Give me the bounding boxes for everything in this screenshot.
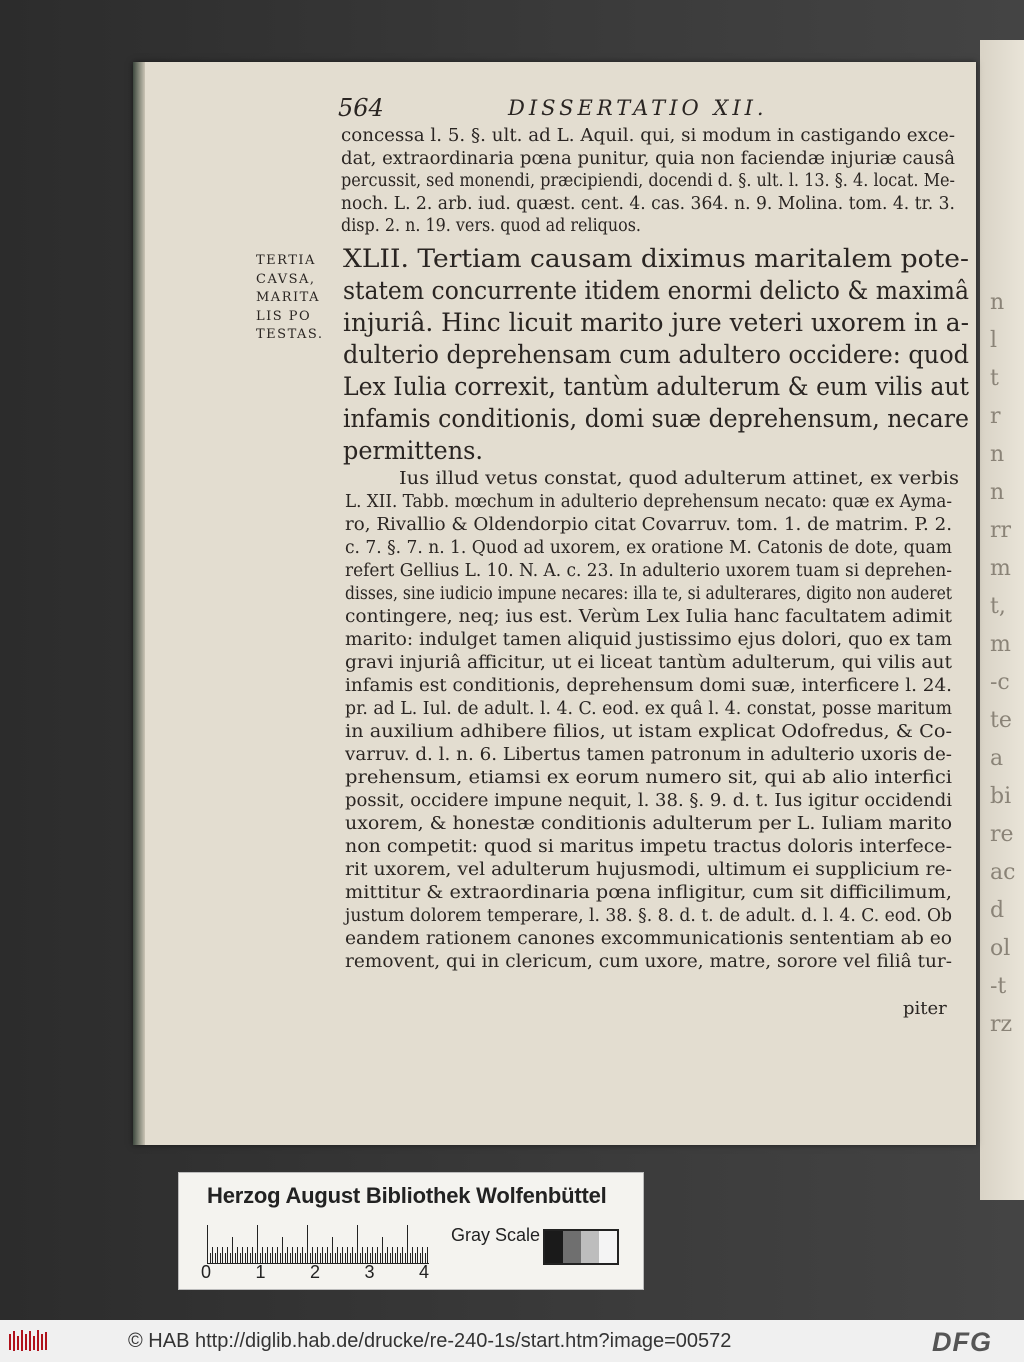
scale-ruler [207,1223,429,1264]
footer-bar [0,1320,1024,1362]
ruler-tick [225,1253,226,1263]
commentary-line: mittitur & extraordinaria pœna infligitur, cum sit difficilimum, [345,882,953,903]
adjacent-page-glyph: rz [990,1012,1013,1037]
ruler-tick [230,1253,231,1263]
adjacent-page-glyph: te [990,708,1012,733]
adjacent-page-glyph: ol [990,936,1011,961]
ruler-tick [330,1253,331,1263]
ruler-tick [312,1247,313,1263]
commentary-line: removent, qui in clericum, cum uxore, matre, sorore vel filiâ tur- [345,951,952,972]
ruler-tick [237,1247,238,1263]
commentary-line: uxorem, & honestæ conditionis adulterum per L. Iuliam marito [345,813,952,834]
adjacent-page-glyph: m [990,556,1011,581]
commentary-line: eandem rationem canones excommunicationis sententiam ab eo [345,928,952,949]
library-name: Herzog August Bibliothek Wolfenbüttel [207,1183,607,1208]
ruler-number: 1 [255,1262,266,1282]
ruler-tick [327,1247,328,1263]
ruler-tick [297,1247,298,1263]
ruler-tick [275,1253,276,1263]
adjacent-page-glyph: t [990,366,999,391]
ruler-tick [387,1247,388,1263]
ruler-tick [240,1253,241,1263]
opening-line: concessa l. 5. §. ult. ad L. Aquil. qui, si modum in castigando exce- [341,126,955,146]
adjacent-page-strip [980,40,1024,1200]
gray-swatch [545,1231,563,1263]
commentary-line: contingere, neq; ius est. Verùm Lex Iulia hanc facultatem adimit [345,606,952,627]
adjacent-page-glyph: m [990,632,1011,657]
ruler-tick [305,1253,306,1263]
ruler-tick [322,1247,323,1263]
ruler-tick [232,1237,233,1263]
ruler-tick [405,1253,406,1263]
ruler-number: 0 [201,1262,212,1282]
ruler-tick [252,1247,253,1263]
adjacent-page-glyph: r [990,404,1001,429]
adjacent-page-glyph: t, [990,594,1006,619]
ruler-tick [417,1247,418,1263]
ruler-tick [397,1247,398,1263]
ruler-tick [207,1225,208,1263]
ruler-tick [407,1225,408,1263]
ruler-tick [287,1247,288,1263]
ruler-tick [325,1253,326,1263]
commentary-line: infamis est conditionis, deprehensum domi suæ, interficere l. 24. [345,675,952,696]
ruler-tick [385,1253,386,1263]
page-binding-edge [133,62,145,1145]
ruler-tick [375,1253,376,1263]
ruler-tick [300,1253,301,1263]
ruler-tick [220,1253,221,1263]
commentary-line: rit uxorem, vel adulterum hujusmodi, ultimum ei supplicium re- [345,859,952,880]
adjacent-page-glyph: n [990,290,1005,315]
ruler-tick [367,1247,368,1263]
ruler-tick [247,1247,248,1263]
adjacent-page-glyph: n [990,480,1005,505]
ruler-tick [272,1247,273,1263]
ruler-tick [345,1253,346,1263]
opening-line: dat, extraordinaria pœna punitur, quia non faciendæ injuriæ causâ [341,148,955,169]
ruler-tick [390,1253,391,1263]
section-line: permittens. [343,436,483,465]
adjacent-page-glyph: -t [990,974,1007,999]
ruler-tick [270,1253,271,1263]
ruler-tick [362,1247,363,1263]
ruler-tick [415,1253,416,1263]
adjacent-page-glyph: a [990,746,1004,771]
adjacent-page-glyph: l [990,328,998,353]
ruler-tick [295,1253,296,1263]
commentary-line: non competit: quod si maritus impetu tractus doloris interfece- [345,836,952,857]
ruler-tick [412,1247,413,1263]
ruler-tick [392,1247,393,1263]
adjacent-page-glyph: d [990,898,1005,923]
ruler-tick [215,1253,216,1263]
ruler-tick [422,1247,423,1263]
adjacent-page-glyph: ac [990,860,1016,885]
ruler-tick [332,1237,333,1263]
commentary-line: in auxilium adhibere filios, ut istam explicat Odofredus, & Co- [345,721,952,742]
commentary-line: ro, Rivallio & Oldendorpio citat Covarruv. tom. 1. de matrim. P. 2. [345,514,952,535]
ruler-tick [317,1247,318,1263]
commentary-line: justum dolorem temperare, l. 38. §. 8. d. t. de adult. d. l. 4. C. eod. Ob [345,905,952,926]
ruler-tick [347,1247,348,1263]
commentary-line: pr. ad L. Iul. de adult. l. 4. C. eod. ex quâ l. 4. constat, posse maritum [345,698,952,719]
section-line: injuriâ. Hinc licuit marito jure veteri uxorem in a- [343,308,969,337]
ruler-tick [402,1247,403,1263]
ruler-tick [235,1253,236,1263]
section-line: statem concurrente itidem enormi delicto & maximâ [343,276,969,305]
commentary-line: possit, occidere impune nequit, l. 38. §. 9. d. t. Ius igitur occidendi [345,790,952,811]
ruler-tick [302,1247,303,1263]
commentary-line: L. XII. Tabb. mœchum in adulterio deprehensum necato: quæ ex Ayma- [345,491,952,512]
adjacent-page-glyph: n [990,442,1005,467]
section-line: Lex Iulia correxit, tantùm adulterum & eum vilis aut [343,372,969,401]
ruler-tick [292,1247,293,1263]
running-head: DISSERTATIO XII. [508,96,768,120]
ruler-tick [372,1247,373,1263]
commentary-line: varruv. d. l. n. 6. Libertus tamen patronum in adulterio uxoris de- [345,744,952,765]
ruler-tick [250,1253,251,1263]
gray-scale-label: Gray Scale [451,1225,541,1245]
margin-note-line: TERTIA [256,253,316,268]
ruler-tick [217,1247,218,1263]
ruler-tick [257,1225,258,1263]
section-line: XLII. Tertiam causam diximus maritalem pote- [343,244,969,273]
margin-note-line: CAVSA, [256,271,316,287]
opening-line: noch. L. 2. arb. iud. quæst. cent. 4. cas. 364. n. 9. Molina. tom. 4. tr. 3. [341,193,955,214]
ruler-tick [380,1253,381,1263]
commentary-line: prehensum, etiamsi ex eorum numero sit, qui ab alio interfici [345,767,952,788]
ruler-tick [395,1253,396,1263]
ruler-tick [307,1225,308,1263]
ruler-tick [427,1247,428,1263]
ruler-tick [360,1253,361,1263]
ruler-tick [277,1247,278,1263]
ruler-tick [410,1253,411,1263]
ruler-tick [357,1225,358,1263]
ruler-tick [222,1247,223,1263]
margin-note-line: TESTAS. [256,327,324,342]
catchword: piter [903,998,947,1019]
ruler-tick [350,1253,351,1263]
gray-swatch [581,1231,599,1263]
copyright-url[interactable]: © HAB http://diglib.hab.de/drucke/re-240-1s/start.htm?image=00572 [128,1330,732,1352]
commentary-line: gravi injuriâ afficitur, ut ei liceat tantùm adulterum, qui vilis aut [345,652,952,673]
page-number: 564 [338,94,384,122]
margin-note-line: LIS PO [256,308,312,324]
ruler-tick [245,1253,246,1263]
ruler-tick [282,1237,283,1263]
ruler-number: 2 [310,1262,321,1282]
adjacent-page-glyph: rr [990,518,1012,543]
opening-line: disp. 2. n. 19. vers. quod ad reliquos. [341,216,641,236]
ruler-tick [290,1253,291,1263]
ruler-number: 4 [419,1262,430,1282]
commentary-line: marito: indulget tamen aliquid justissimo ejus dolori, quo ex tam [345,629,952,650]
margin-note-line: MARITA [256,290,320,305]
ruler-tick [337,1247,338,1263]
ruler-tick [382,1237,383,1263]
section-line: dulterio deprehensam cum adultero occidere: quod [343,340,969,369]
ruler-tick [262,1247,263,1263]
ruler-tick [377,1247,378,1263]
opening-line: percussit, sed monendi, præcipiendi, docendi d. §. ult. l. 13. §. 4. locat. Me- [341,171,955,191]
hab-logo-icon [8,1328,48,1354]
margin-note [256,252,336,345]
ruler-number: 3 [364,1262,375,1282]
ruler-tick [340,1253,341,1263]
commentary-line: c. 7. §. 7. n. 1. Quod ad uxorem, ex oratione M. Catonis de dote, quam [345,537,952,558]
commentary-line: Ius illud vetus constat, quod adulterum attinet, ex verbis [399,468,959,489]
gray-swatch [563,1231,581,1263]
section-line: infamis conditionis, domi suæ deprehensum, necare [343,404,969,433]
ruler-tick [285,1253,286,1263]
ruler-tick [242,1247,243,1263]
adjacent-page-glyph: bi [990,784,1012,809]
ruler-tick [335,1253,336,1263]
ruler-tick [280,1253,281,1263]
color-calibration-card [178,1172,644,1290]
adjacent-page-glyph: re [990,822,1014,847]
ruler-tick [352,1247,353,1263]
gray-scale-swatches [543,1229,619,1265]
gray-swatch [599,1231,617,1263]
dfg-logo: DFG [932,1327,992,1357]
ruler-tick [400,1253,401,1263]
adjacent-page-glyph: -c [990,670,1010,695]
commentary-line: disses, sine iudicio impune necares: illa te, si adulterares, digito non auderet [345,583,952,604]
commentary-line: refert Gellius L. 10. N. A. c. 23. In adulterio uxorem tuam si deprehen- [345,560,952,581]
ruler-tick [212,1247,213,1263]
ruler-tick [355,1253,356,1263]
ruler-tick [267,1247,268,1263]
ruler-tick [227,1247,228,1263]
ruler-tick [342,1247,343,1263]
